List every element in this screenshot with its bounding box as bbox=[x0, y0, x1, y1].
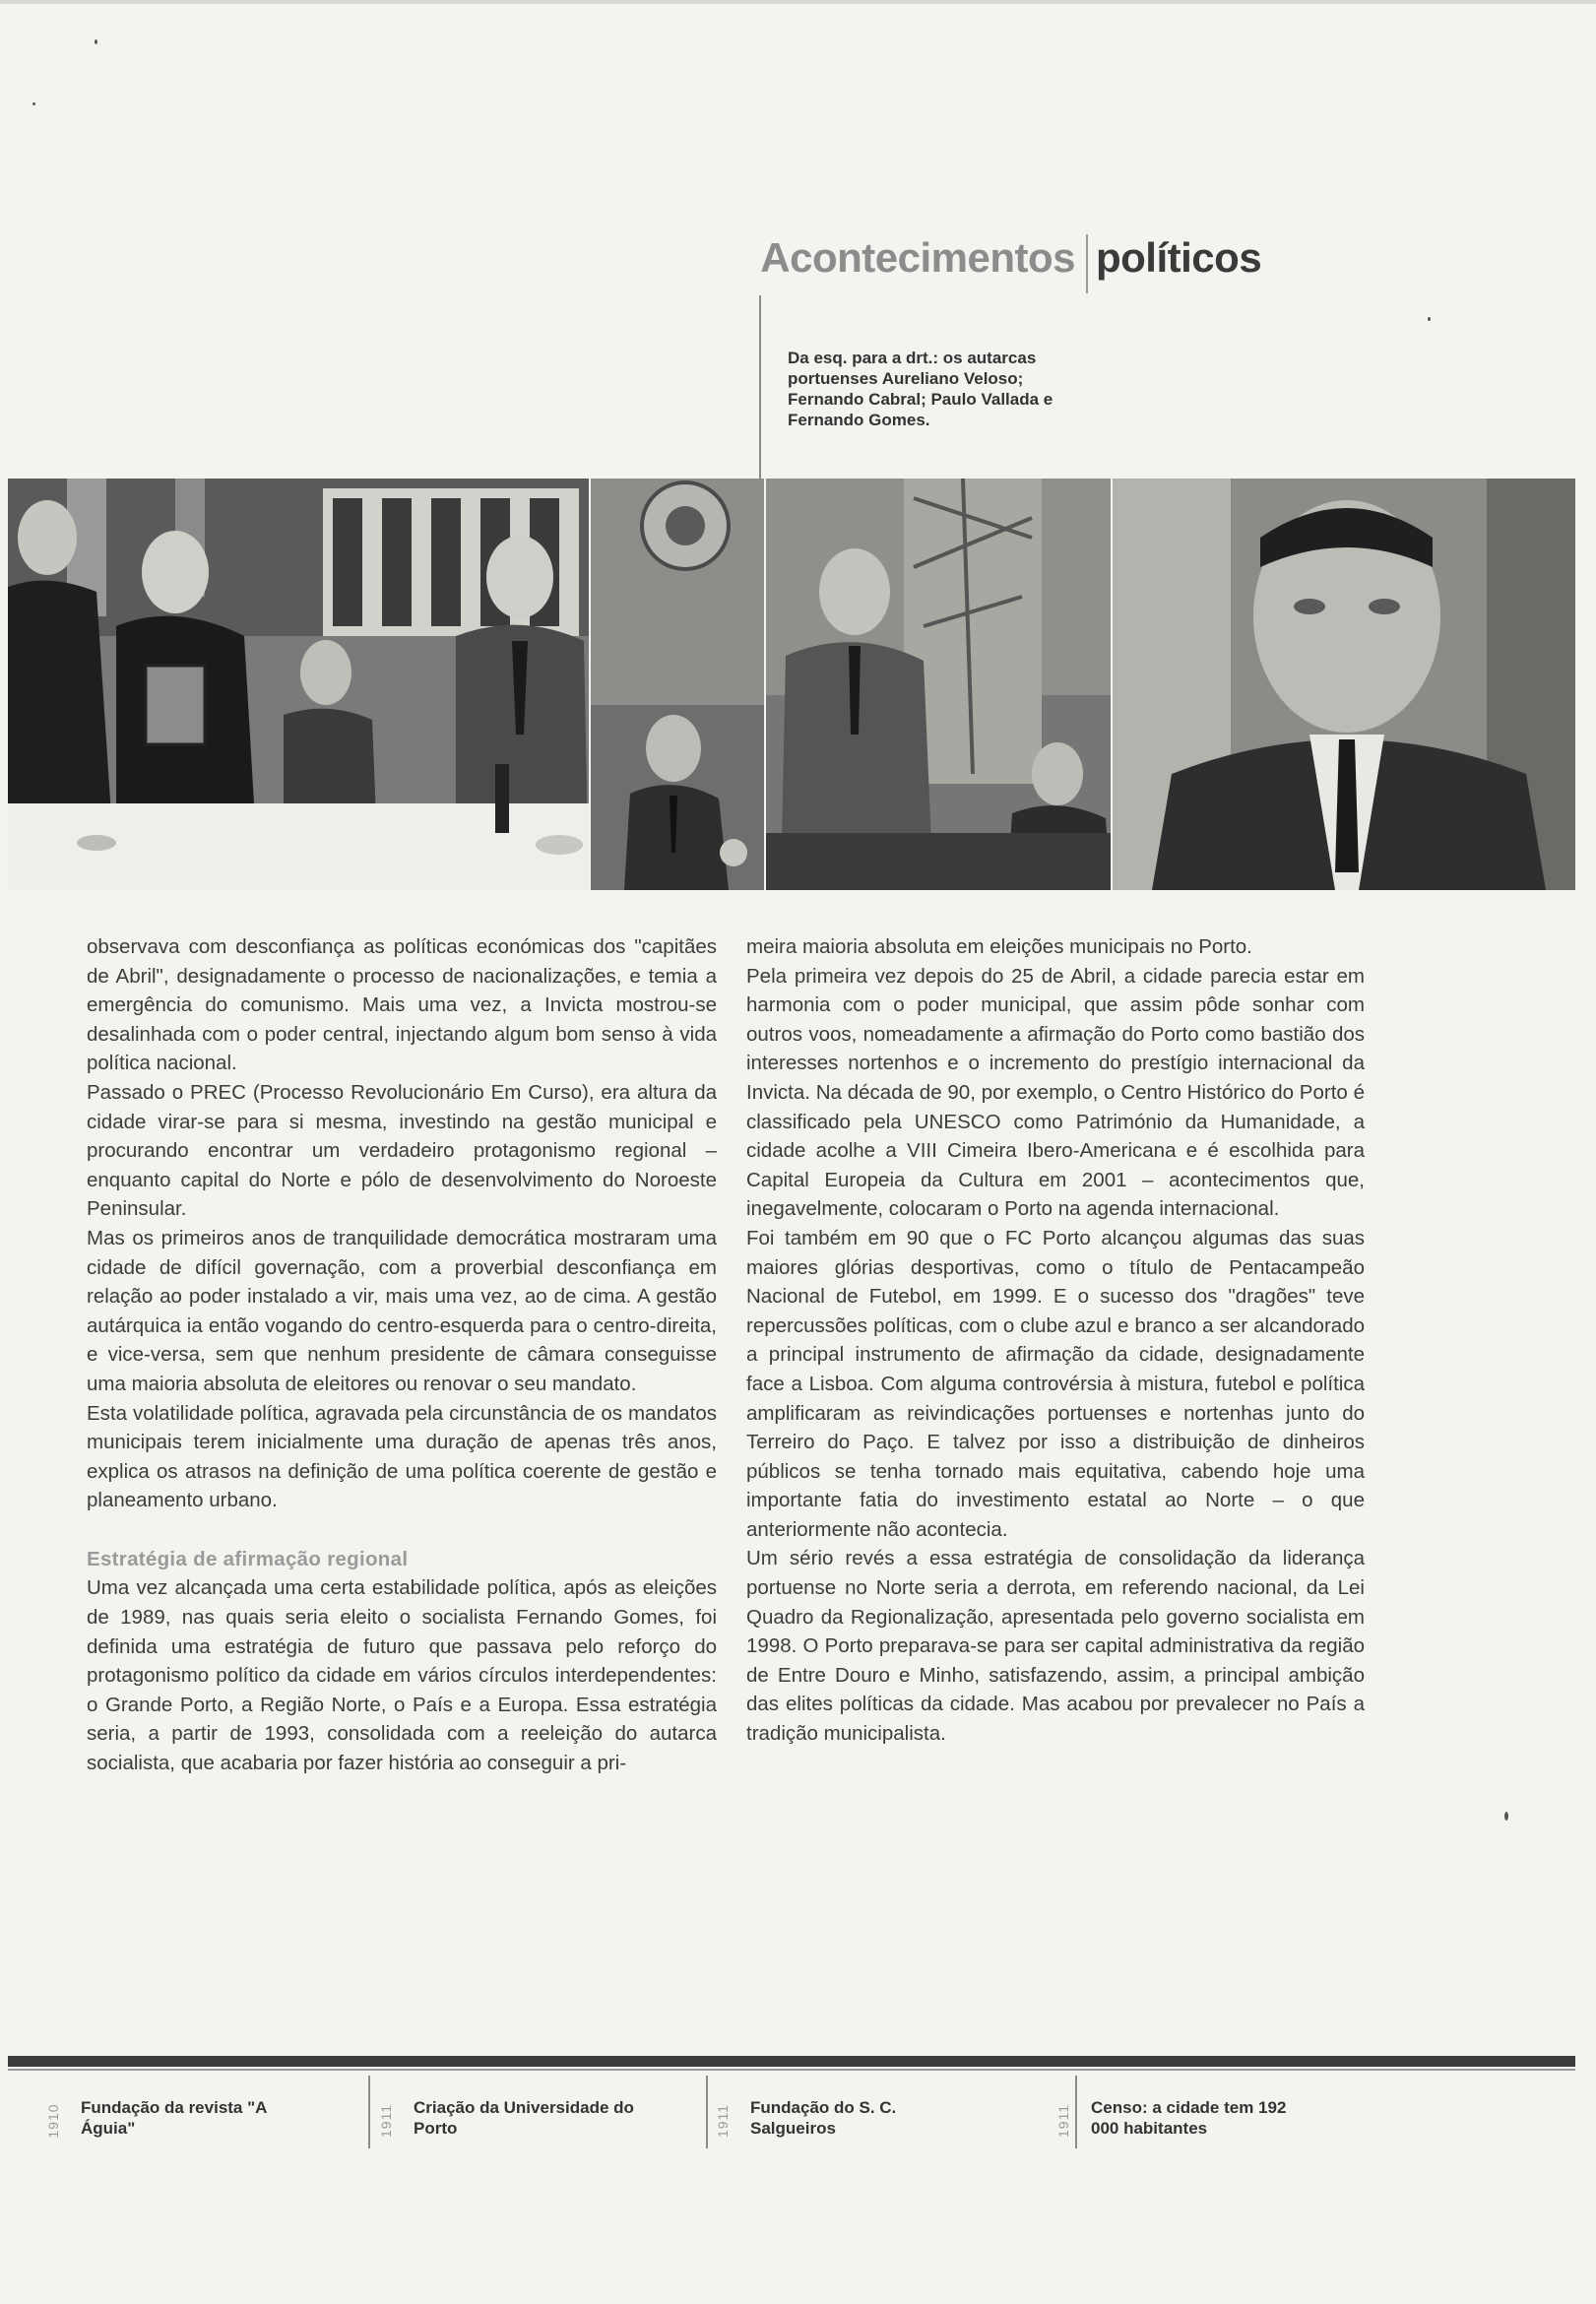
article-paragraph: Esta volatilidade política, agravada pela circunstância de os mandatos municipais terem inicialmente uma duração de apenas três anos, explica os atrasos na definição de uma política coerente de gestão e planeamento urbano. bbox=[87, 1401, 717, 1512]
article-column-right bbox=[746, 932, 1365, 1749]
timeline-text: Fundação da revista "A Águia" bbox=[81, 2098, 267, 2138]
photo-caption: Da esq. para a drt.: os autarcas portuenses Aureliano Veloso; Fernando Cabral; Paulo Vallada e Fernando Gomes. bbox=[788, 349, 1053, 429]
title-divider bbox=[1086, 234, 1088, 293]
timeline-entry bbox=[1055, 2095, 1378, 2146]
timeline-text: Censo: a cidade tem 192 000 habitantes bbox=[1091, 2098, 1287, 2138]
scan-speck bbox=[32, 102, 35, 105]
article-paragraph: Uma vez alcançada uma certa estabilidade política, após as eleições de 1989, nas quais seria eleito o socialista Fernando Gomes, foi definida uma estratégia de futuro que passava pelo reforço do protagonismo político da cidade em vários círculos interdependentes: o Grande Porto, a Região Norte, o País e a Europa. Essa estratégia seria, a partir de 1993, consolidada com a reeleição do autarca socialista, que acabaria por fazer história ao conseguir a pri- bbox=[87, 1576, 717, 1775]
scan-edge bbox=[0, 0, 1596, 4]
photo-fernando-gomes bbox=[1113, 479, 1575, 890]
photo-fernando-cabral bbox=[591, 479, 764, 890]
timeline-entry bbox=[45, 2095, 349, 2146]
timeline-text: Criação da Universidade do Porto bbox=[414, 2098, 634, 2138]
article-paragraph: Pela primeira vez depois do 25 de Abril, a cidade parecia estar em harmonia com o poder municipal, que assim pôde sonhar com outros voos, nomeadamente a afirmação do Porto como bastião dos interesses nortenhos e o incremento do prestígio internacional da Invicta. Na década de 90, por exemplo, o Centro Histórico do Porto é classificado pela UNESCO como Património da Humanidade, a cidade acolhe a VIII Cimeira Ibero-Americana e é escolhida para Capital Europeia da Cultura em 2001 – acontecimentos que, inegavelmente, colocaram o Porto na agenda internacional. bbox=[746, 964, 1365, 1221]
timeline-year: 1911 bbox=[715, 2103, 731, 2139]
section-subheading: Estratégia de afirmação regional bbox=[87, 1547, 409, 1570]
timeline-bar bbox=[8, 2056, 1575, 2067]
article-paragraph: Passado o PREC (Processo Revolucionário Em Curso), era altura da cidade virar-se para si mesma, investindo na gestão municipal e procurando encontrar um verdadeiro protagonismo regional – enquanto capital do Norte e pólo de desenvolvimento do Noroeste Peninsular. bbox=[87, 1080, 717, 1221]
timeline-divider bbox=[368, 2076, 370, 2148]
photo-strip bbox=[8, 479, 1575, 890]
article-paragraph: Foi também em 90 que o FC Porto alcançou algumas das suas maiores glórias desportivas, como o título de Pentacampeão Nacional de Futebol, em 1999. E o sucesso dos "dragões" teve repercussões políticas, com o clube azul e branco a ser alcandorado a principal instrumento de afirmação da cidade, designadamente face a Lisboa. Com alguma controvérsia à mistura, futebol e política amplificaram as reivindicações portuenses e nortenhas junto do Terreiro do Paço. E talvez por isso a distribuição de dinheiros públicos se tenha tornado mais equitativa, cabendo hoje uma importante fatia do investimento estatal ao Norte – o que anteriormente não acontecia. bbox=[746, 1226, 1365, 1541]
timeline-divider bbox=[706, 2076, 708, 2148]
article-column-left bbox=[87, 932, 717, 1778]
page-title bbox=[0, 234, 1596, 293]
article-paragraph: meira maioria absoluta em eleições municipais no Porto. bbox=[746, 935, 1252, 958]
timeline-entry bbox=[715, 2095, 1038, 2146]
scan-speck bbox=[95, 39, 97, 44]
timeline-year: 1911 bbox=[1055, 2103, 1071, 2139]
page-title-light: Acontecimentos bbox=[760, 234, 1075, 281]
article-paragraph: Um sério revés a essa estratégia de consolidação da liderança portuense no Norte seria a derrota, em referendo nacional, da Lei Quadro da Regionalização, apresentada pelo governo socialista em 1998. O Porto preparava-se para ser capital administrativa da região de Entre Douro e Minho, satisfazendo, assim, a principal ambição das elites políticas da cidade. Mas acabou por prevalecer no País a tradição municipalista. bbox=[746, 1547, 1365, 1746]
timeline-text: Fundação do S. C. Salgueiros bbox=[750, 2098, 897, 2138]
caption-rule bbox=[759, 295, 761, 482]
photo-aureliano-veloso bbox=[8, 479, 589, 890]
article-paragraph: Mas os primeiros anos de tranquilidade democrática mostraram uma cidade de difícil governação, com a proverbial desconfiança em relação ao poder instalado a vir, mais uma vez, ao de cima. A gestão autárquica ia então vogando do centro-esquerda para o centro-direita, e vice-versa, sem que nenhum presidente de câmara conseguisse uma maioria absoluta de eleitores ou renovar o seu mandato. bbox=[87, 1226, 717, 1395]
timeline-year: 1911 bbox=[378, 2103, 394, 2139]
scan-speck bbox=[1428, 317, 1431, 321]
timeline-year: 1910 bbox=[45, 2103, 61, 2139]
photo-paulo-vallada bbox=[766, 479, 1111, 890]
timeline-rule bbox=[8, 2069, 1575, 2071]
timeline-entry bbox=[378, 2095, 701, 2146]
article-paragraph: observava com desconfiança as políticas económicas dos "capitães de Abril", designadamente o processo de nacionalizações, e temia a emergência do comunismo. Mais uma vez, a Invicta mostrou-se desalinhada com o poder central, injectando algum bom senso à vida política nacional. bbox=[87, 935, 717, 1075]
scan-speck bbox=[1504, 1812, 1508, 1821]
page-title-dark: políticos bbox=[1096, 234, 1262, 281]
